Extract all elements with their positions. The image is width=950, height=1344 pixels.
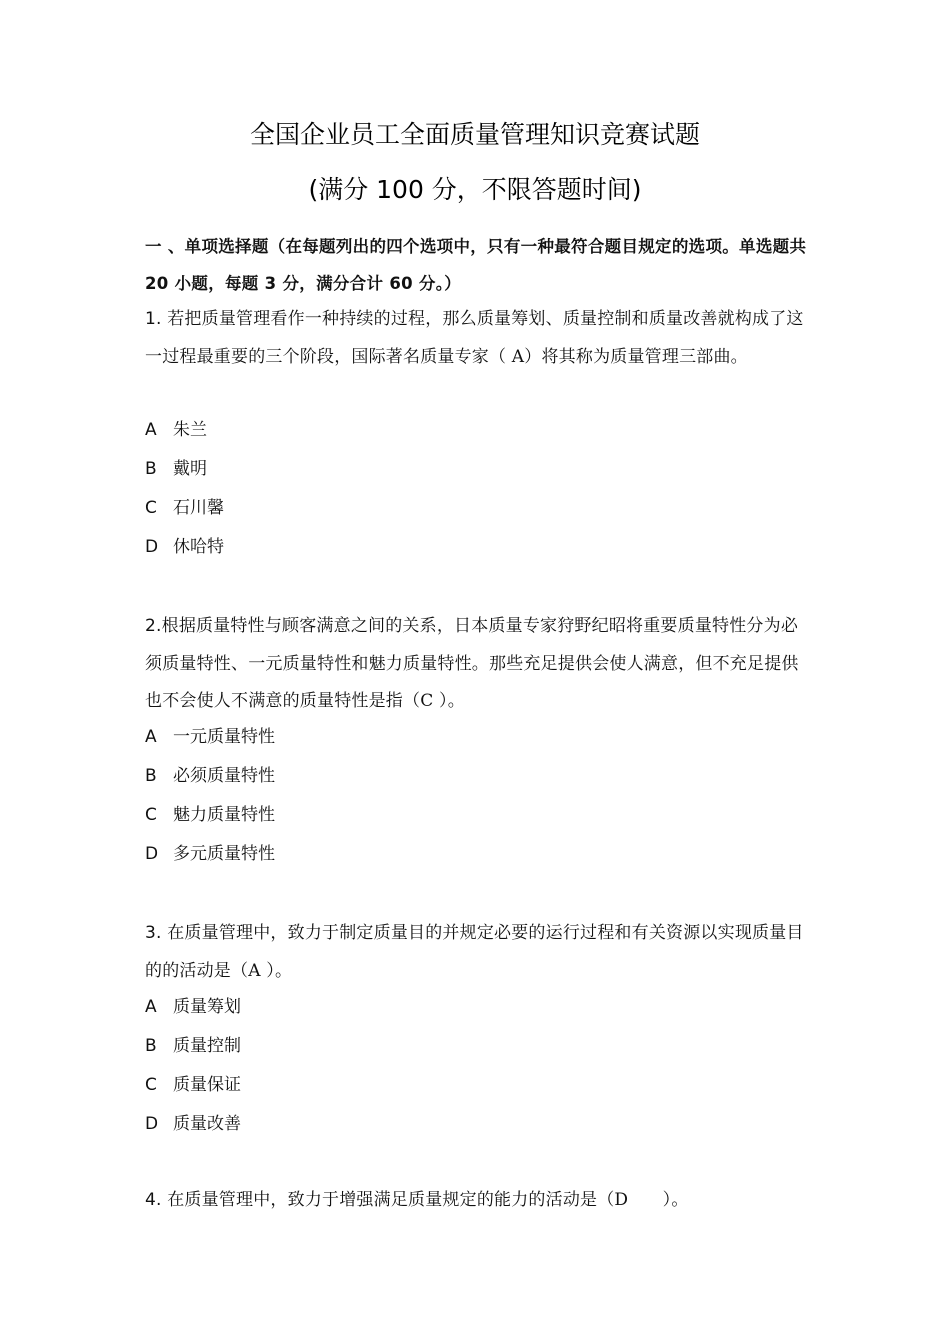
question-number: 2. — [145, 616, 162, 636]
option-letter: B — [145, 459, 157, 479]
option-text: 质量改善 — [173, 1114, 241, 1134]
option-letter: D — [145, 1114, 159, 1134]
question-2 — [145, 608, 810, 721]
question-1-option-c — [145, 493, 745, 523]
option-letter: D — [145, 844, 159, 864]
option-text: 戴明 — [173, 459, 207, 479]
question-text: 在质量管理中，致力于增强满足质量规定的能力的活动是（D ）。 — [161, 1190, 689, 1210]
option-letter: C — [145, 805, 157, 825]
option-letter: B — [145, 766, 157, 786]
option-letter: B — [145, 1036, 157, 1056]
question-number: 1. — [145, 309, 162, 329]
question-3-option-d — [145, 1109, 745, 1139]
option-text: 休哈特 — [173, 537, 224, 557]
question-2-option-c — [145, 800, 745, 830]
question-1 — [145, 301, 810, 376]
document-title: 全国企业员工全面质量管理知识竞赛试题 — [249, 120, 700, 149]
question-3 — [145, 915, 810, 990]
option-letter: C — [145, 1075, 157, 1095]
question-1-option-d — [145, 532, 745, 562]
question-2-option-a — [145, 722, 745, 752]
question-3-option-c — [145, 1070, 745, 1100]
question-3-option-b — [145, 1031, 745, 1061]
option-letter: D — [145, 537, 159, 557]
question-2-option-b — [145, 761, 745, 791]
question-text: 在质量管理中，致力于制定质量目的并规定必要的运行过程和有关资源以实现质量目的的活动是（A ）。 — [145, 923, 804, 981]
section-heading: 一 、单项选择题（在每题列出的四个选项中，只有一种最符合题目规定的选项。单选题共 20 小题，每题 3 分，满分合计 60 分。） — [145, 237, 807, 293]
option-text: 质量控制 — [173, 1036, 241, 1056]
option-text: 必须质量特性 — [173, 766, 275, 786]
question-number: 3. — [145, 923, 162, 943]
option-text: 石川馨 — [173, 498, 224, 518]
option-text: 朱兰 — [173, 420, 207, 440]
option-text: 一元质量特性 — [173, 727, 275, 747]
option-letter: C — [145, 498, 157, 518]
option-letter: A — [145, 997, 157, 1017]
option-letter: A — [145, 420, 157, 440]
option-text: 质量保证 — [173, 1075, 241, 1095]
question-number: 4. — [145, 1190, 162, 1210]
question-2-option-d — [145, 839, 745, 869]
option-letter: A — [145, 727, 157, 747]
question-1-option-a — [145, 415, 745, 445]
question-4 — [145, 1182, 810, 1220]
option-text: 魅力质量特性 — [173, 805, 275, 825]
question-text: 若把质量管理看作一种持续的过程，那么质量筹划、质量控制和质量改善就构成了这一过程最重要的三个阶段，国际著名质量专家（ A）将其称为质量管理三部曲。 — [145, 309, 804, 367]
document-subtitle: (满分 100 分，不限答题时间) — [308, 175, 642, 204]
question-text: 根据质量特性与顾客满意之间的关系，日本质量专家狩野纪昭将重要质量特性分为必须质量特性、一元质量特性和魅力质量特性。那些充足提供会使人满意，但不充足提供也不会使人不满意的质量特性是指（C ）。 — [145, 616, 799, 711]
question-3-option-a — [145, 992, 745, 1022]
question-1-option-b — [145, 454, 745, 484]
option-text: 质量筹划 — [173, 997, 241, 1017]
option-text: 多元质量特性 — [173, 844, 275, 864]
